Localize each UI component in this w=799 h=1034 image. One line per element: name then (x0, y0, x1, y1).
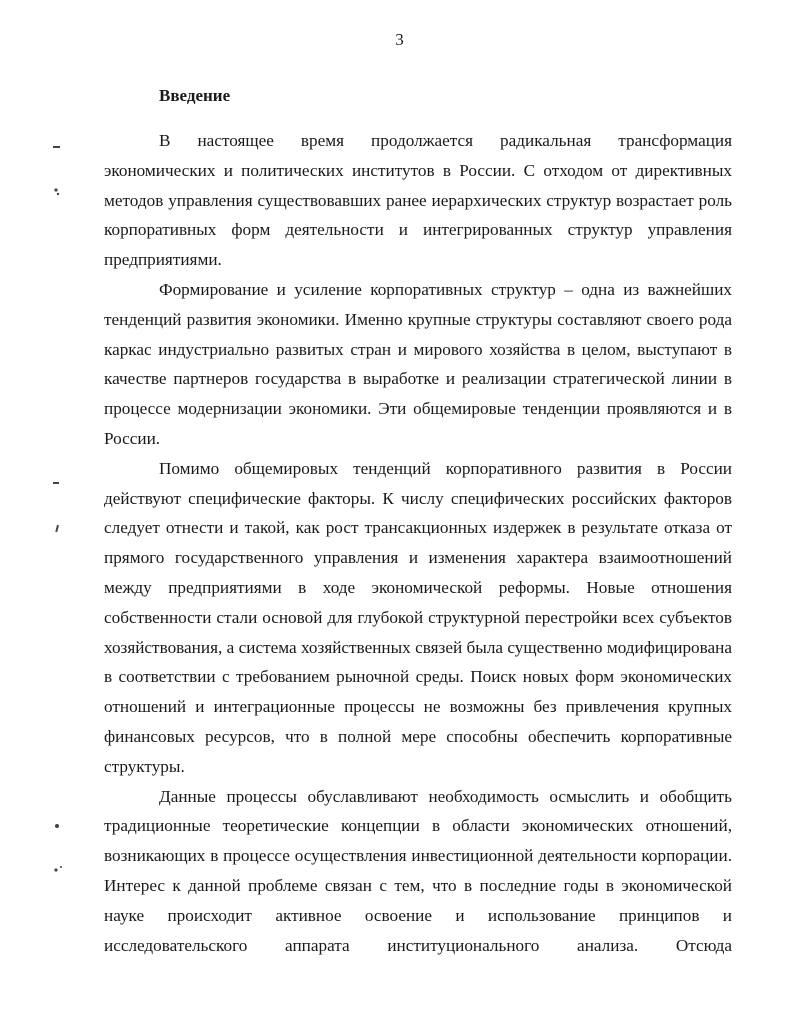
scan-mark (52, 524, 62, 534)
paragraph-2: Формирование и усиление корпоративных структур – одна из важнейших тенденций развития экономики. Именно крупные структуры составляют своего рода каркас индустриально развитых стран и мирового хозяйства в целом, выступают в качестве партнеров государства в выработке и реализации стратегической линии в процессе модернизации экономики. Эти общемировые тенденции проявляются и в России. (104, 279, 732, 448)
scan-mark (52, 864, 64, 874)
scan-mark (52, 822, 62, 830)
page-number: 3 (395, 30, 404, 49)
paragraph-1: В настоящее время продолжается радикальная трансформация экономических и политических институтов в России. С отходом от директивных методов управления существовавших ранее иерархических структур возрастает роль корпоративных форм деятельности и интегрированных структур управления предприятиями. (104, 131, 732, 270)
scan-mark (52, 186, 62, 198)
scan-mark (52, 480, 62, 486)
body-text (104, 126, 732, 960)
paragraph-3: Помимо общемировых тенденций корпоративного развития в России действуют специфические факторы. К числу специфических российских факторов следует отнести и такой, как рост трансакционных издержек в результате отказа от прямого государственного управления и изменения характера взаимоотношений между предприятиями в ходе экономической реформы. Новые отношения собственности стали основой для глубокой структурной перестройки всех субъектов хозяйствования, а система хозяйственных связей была существенно модифицирована в соответствии с требованием рыночной среды. Поиск новых форм экономических отношений и интеграционные процессы не возможны без привлечения крупных финансовых ресурсов, что в полной мере способны обеспечить корпоративные структуры. (104, 458, 732, 776)
scan-mark (52, 144, 62, 150)
paragraph-4: Данные процессы обуславливают необходимость осмыслить и обобщить традиционные теоретические концепции в области экономических отношений, возникающих в процессе осуществления инвестиционной деятельности корпорации. Интерес к данной проблеме связан с тем, что в последние годы в экономической науке происходит активное освоение и использование принципов и исследовательского аппарата институционального анализа. Отсюда (104, 786, 732, 955)
section-heading: Введение (159, 86, 231, 105)
